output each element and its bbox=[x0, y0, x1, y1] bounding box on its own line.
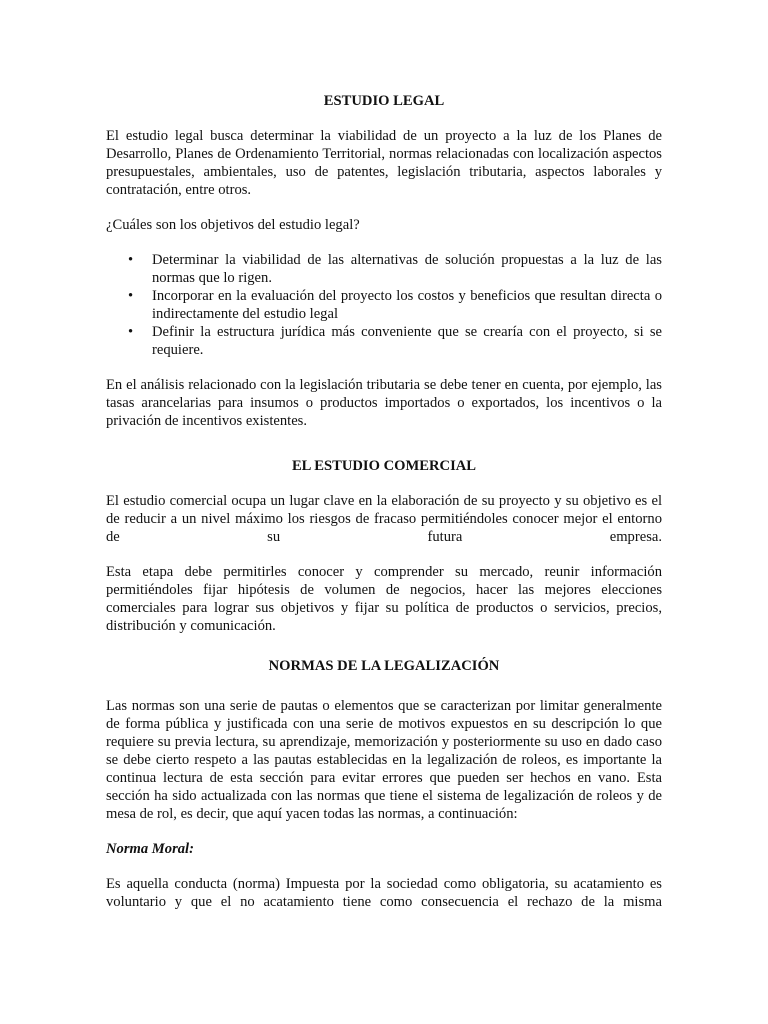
subheading-norma-moral: Norma Moral: bbox=[106, 841, 194, 857]
bullet-icon: • bbox=[128, 324, 134, 340]
list-item bbox=[106, 287, 662, 323]
list-item-text: Determinar la viabilidad de las alternativas de solución propuestas a la luz de las normas que lo rigen. bbox=[152, 252, 662, 286]
paragraph-estudio-comercial-2: Esta etapa debe permitirles conocer y comprender su mercado, reunir información permitiéndoles fijar hipótesis de volumen de negocios, hacer las mejores elecciones comerciales para lograr sus objetivos y fijar su política de productos o servicios, precios, distribución y comunicación. bbox=[106, 564, 662, 634]
heading-estudio-comercial: EL ESTUDIO COMERCIAL bbox=[291, 458, 477, 474]
heading-estudio-legal: ESTUDIO LEGAL bbox=[323, 93, 445, 109]
list-item-text: Definir la estructura jurídica más conveniente que se crearía con el proyecto, si se requiere. bbox=[152, 324, 662, 358]
list-item-text: Incorporar en la evaluación del proyecto los costos y beneficios que resultan directa o indirectamente del estudio legal bbox=[152, 288, 662, 322]
paragraph-norma-moral: Es aquella conducta (norma) Impuesta por la sociedad como obligatoria, su acatamiento es voluntario y que el no acatamiento tiene como consecuencia el rechazo de la misma bbox=[106, 876, 662, 910]
bullet-icon: • bbox=[128, 252, 134, 268]
list-item bbox=[106, 251, 662, 287]
list-item bbox=[106, 323, 662, 359]
paragraph-estudio-legal-closing: En el análisis relacionado con la legislación tributaria se debe tener en cuenta, por ejemplo, las tasas arancelarias para insumos o productos importados o exportados, los incentivos o la privación de incentivos existentes. bbox=[106, 377, 662, 429]
paragraph-estudio-legal-intro: El estudio legal busca determinar la viabilidad de un proyecto a la luz de los Planes de Desarrollo, Planes de Ordenamiento Territorial, normas relacionadas con localización aspectos presupuestales, ambientales, uso de patentes, legislación tributaria, aspectos laborales y contratación, entre otros. bbox=[106, 128, 662, 198]
paragraph-estudio-comercial-1: El estudio comercial ocupa un lugar clave en la elaboración de su proyecto y su objetivo es el de reducir a un nivel máximo los riesgos de fracaso permitiéndoles conocer mejor el entorno de su futura empresa. bbox=[106, 493, 662, 545]
objectives-list bbox=[106, 251, 662, 359]
bullet-icon: • bbox=[128, 288, 134, 304]
paragraph-objectives-question: ¿Cuáles son los objetivos del estudio legal? bbox=[106, 217, 360, 233]
heading-normas-legalizacion: NORMAS DE LA LEGALIZACIÓN bbox=[268, 658, 500, 674]
paragraph-normas-1: Las normas son una serie de pautas o elementos que se caracterizan por limitar generalmente de forma pública y justificada con una serie de motivos expuestos en su descripción lo que requiere su previa lectura, su aprendizaje, memorización y posteriormente su uso en dado caso se debe cierto respeto a las pautas establecidas en la legalización de roleos, es importante la continua lectura de esta sección para evitar errores que pueden ser hechos en vano. Esta sección ha sido actualizada con las normas que tiene el sistema de legalización de roleos y de mesa de rol, es decir, que aquí yacen todas las normas, a continuación: bbox=[106, 698, 662, 822]
document-page bbox=[106, 92, 662, 928]
